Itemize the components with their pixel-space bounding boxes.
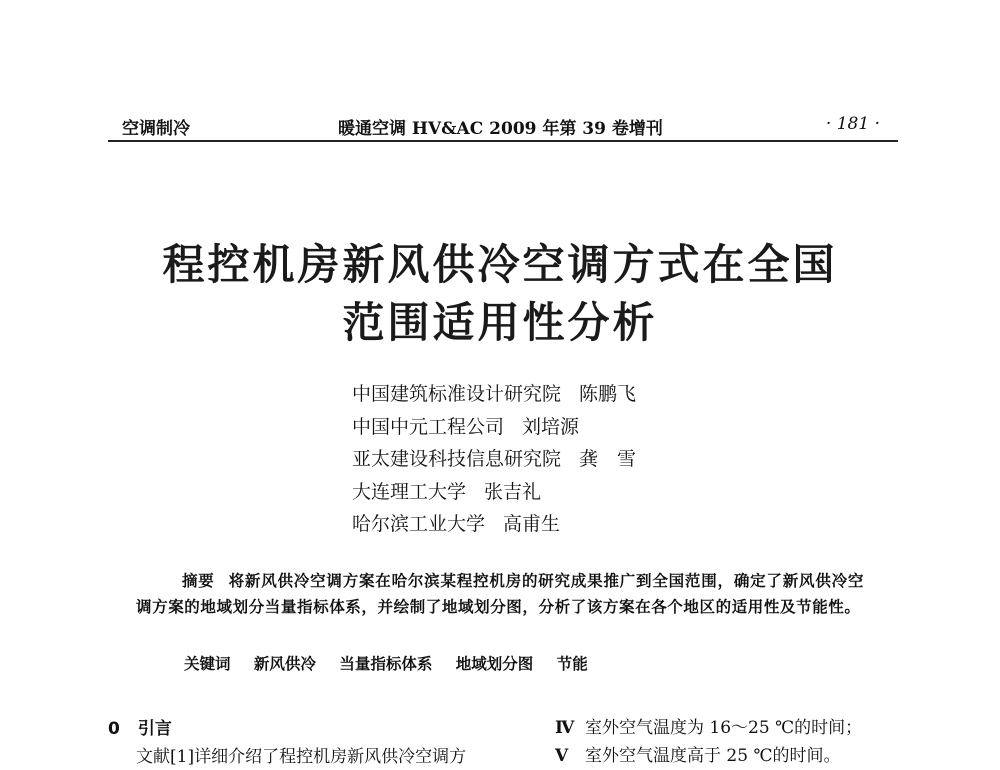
- author-affiliation: 中国中元工程公司: [352, 415, 505, 438]
- author-list: [352, 378, 636, 541]
- header-page-number: · 181 ·: [825, 114, 880, 134]
- keyword: 节能: [556, 654, 588, 673]
- author-row: [352, 378, 636, 411]
- author-row: [352, 443, 636, 476]
- header-section: 空调制冷: [122, 119, 190, 139]
- keyword: 当量指标体系: [339, 654, 433, 673]
- list-item-text: 室外空气温度为 16～25 ℃的时间；: [585, 718, 863, 738]
- author-name: 龚 雪: [579, 448, 637, 470]
- list-item-mark: Ⅴ: [555, 746, 569, 766]
- keywords: [184, 652, 588, 674]
- list-item: [555, 714, 862, 742]
- abstract-label: 摘要: [182, 571, 215, 590]
- author-name: 高甫生: [503, 513, 561, 535]
- author-affiliation: 哈尔滨工业大学: [352, 513, 486, 535]
- header-journal: 暖通空调 HV&AC 2009 年第 39 卷增刊: [338, 119, 663, 139]
- author-name: 陈鹏飞: [579, 383, 637, 405]
- running-header: [108, 108, 898, 142]
- paper-title-line-2: 范围适用性分析: [342, 298, 658, 347]
- right-column-list: [555, 714, 862, 770]
- keywords-label: 关键词: [184, 654, 231, 673]
- abstract-text: 将新风供冷空调方案在哈尔滨某程控机房的研究成果推广到全国范围，确定了新风供冷空调方案的地域划分当量指标体系，并绘制了地域划分图，分析了该方案在各个地区的适用性及节能性。: [136, 571, 865, 616]
- list-item-text: 室外空气温度高于 25 ℃的时间。: [585, 746, 841, 766]
- author-affiliation: 中国建筑标准设计研究院: [352, 383, 562, 405]
- author-affiliation: 大连理工大学: [352, 480, 467, 503]
- body-text-line: 文献[1]详细介绍了程控机房新风供冷空调方: [136, 747, 467, 767]
- section-heading: [108, 714, 172, 739]
- abstract: [136, 568, 864, 620]
- section-title: 引言: [137, 719, 172, 739]
- keyword: 地域划分图: [455, 654, 534, 673]
- author-row: [352, 411, 636, 444]
- paper-title-line-1: 程控机房新风供冷空调方式在全国: [162, 240, 838, 289]
- author-affiliation: 亚太建设科技信息研究院: [352, 448, 562, 470]
- author-row: [352, 476, 636, 509]
- list-item-mark: Ⅳ: [555, 718, 575, 738]
- list-item: [555, 742, 862, 770]
- author-name: 张吉礼: [484, 480, 542, 503]
- author-name: 刘培源: [522, 415, 580, 438]
- author-row: [352, 508, 636, 541]
- keyword: 新风供冷: [253, 654, 316, 673]
- section-number: 0: [108, 719, 120, 739]
